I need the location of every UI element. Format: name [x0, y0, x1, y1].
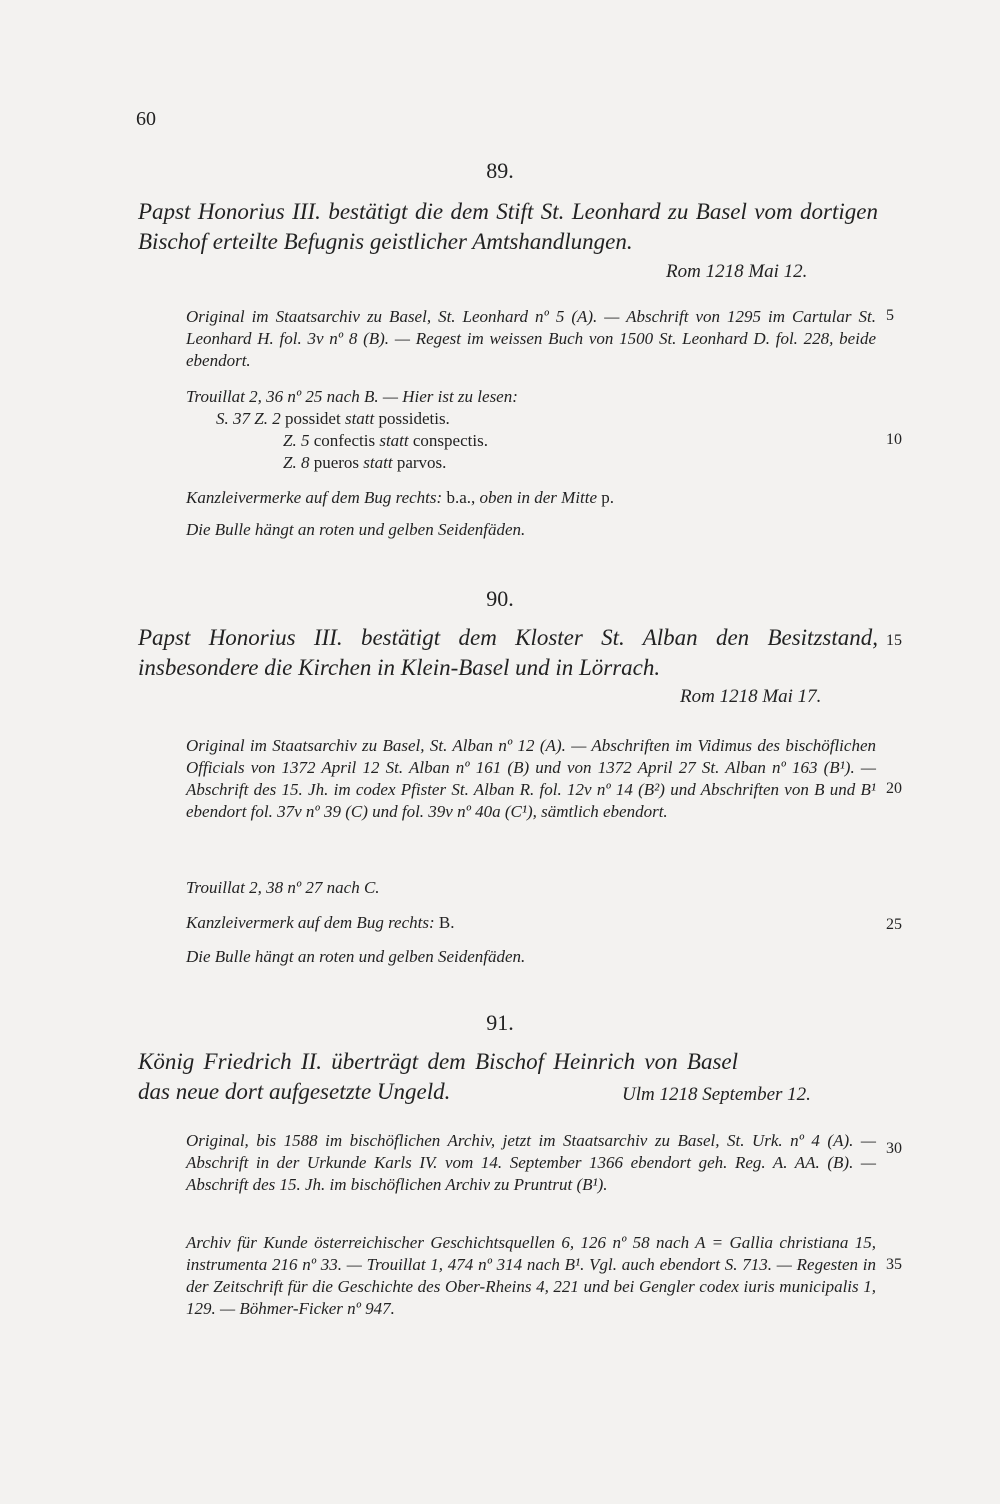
correction-read: possidet: [284, 409, 341, 428]
doc90-bulle-para: Die Bulle hängt an roten und gelben Seidenfäden.: [186, 947, 526, 966]
line-number-25: 25: [886, 916, 902, 933]
correction-read: confectis: [313, 431, 376, 450]
line-number-30: 30: [886, 1140, 902, 1157]
doc89-trouillat-para: [186, 386, 876, 474]
line-number-20: 20: [886, 780, 902, 797]
line-number-5: 5: [886, 307, 894, 324]
doc89-number: 89.: [486, 158, 514, 183]
line-number-15: 15: [886, 632, 902, 649]
doc89-title: Papst Honorius III. bestätigt die dem Stift St. Leonhard zu Basel vom dortigen Bischof erteilte Befugnis geistlicher Amtshandlungen.: [138, 199, 878, 254]
doc89-date: Rom 1218 Mai 12.: [666, 261, 808, 282]
page-number: 60: [136, 108, 156, 130]
doc91-number: 91.: [486, 1010, 514, 1035]
correction-statt: statt: [344, 409, 375, 428]
kanzlei-label: Kanzleivermerke auf dem Bug rechts:: [186, 488, 443, 507]
doc89-bulle-para: Die Bulle hängt an roten und gelben Seidenfäden.: [186, 520, 526, 539]
doc89-correction-3: [186, 452, 876, 474]
correction-statt: statt: [379, 431, 409, 450]
correction-read: pueros: [313, 453, 360, 472]
correction-original: conspectis.: [412, 431, 488, 450]
doc91-editions-para: Archiv für Kunde österreichischer Geschichtsquellen 6, 126 nº 58 nach A = Gallia christiana 15, instrumenta 216 nº 33. — Trouillat 1, 474 nº 314 nach B¹. Vgl. auch ebendort S. 713. — Regesten in der Zeitschrift für die Geschichte des Ober-Rheins 4, 221 und bei Gengler codex iuris municipalis 1, 129. — Böhmer-Ficker nº 947.: [186, 1233, 876, 1318]
kanzlei-label: Kanzleivermerk auf dem Bug rechts:: [186, 913, 435, 932]
kanzlei-mark-1: b.a.,: [446, 488, 476, 507]
doc89-trouillat-intro: Trouillat 2, 36 nº 25 nach B. — Hier ist zu lesen:: [186, 387, 518, 406]
correction-statt: statt: [363, 453, 393, 472]
doc90-trouillat-para: Trouillat 2, 38 nº 27 nach C.: [186, 878, 380, 897]
correction-ref: S. 37 Z. 2: [216, 409, 281, 428]
line-number-35: 35: [886, 1256, 902, 1273]
correction-original: possidetis.: [378, 409, 450, 428]
correction-original: parvos.: [396, 453, 447, 472]
doc90-number: 90.: [486, 586, 514, 611]
kanzlei-mark-2: p.: [601, 488, 615, 507]
doc89-kanzlei-para: [186, 487, 876, 509]
correction-ref: Z. 8: [283, 453, 310, 472]
kanzlei-position: oben in der Mitte: [479, 488, 598, 507]
correction-ref: Z. 5: [283, 431, 310, 450]
doc90-kanzlei-para: [186, 912, 876, 934]
doc90-title: Papst Honorius III. bestätigt dem Kloster St. Alban den Besitzstand, insbesondere die Kirchen in Klein-Basel und in Lörrach.: [138, 625, 878, 680]
doc89-original-para: Original im Staatsarchiv zu Basel, St. Leonhard nº 5 (A). — Abschrift von 1295 im Cartular St. Leonhard H. fol. 3v nº 8 (B). — Regest im weissen Buch von 1500 St. Leonhard D. fol. 228, beide ebendort.: [186, 307, 876, 370]
doc91-title: König Friedrich II. überträgt dem Bischof Heinrich von Basel das neue dort aufgesetzte Ungeld.: [138, 1049, 738, 1104]
kanzlei-mark: B.: [438, 913, 455, 932]
doc89-correction-2: [186, 430, 876, 452]
doc91-date: Ulm 1218 September 12.: [622, 1084, 811, 1105]
doc90-date: Rom 1218 Mai 17.: [680, 686, 822, 707]
doc90-original-para: Original im Staatsarchiv zu Basel, St. Alban nº 12 (A). — Abschriften im Vidimus des bischöflichen Officials von 1372 April 12 St. Alban nº 161 (B) und von 1372 April 27 St. Alban nº 163 (B¹). — Abschrift des 15. Jh. im codex Pfister St. Alban R. fol. 12v nº 14 (B²) und Abschriften von B und B¹ ebendort fol. 37v nº 39 (C) und fol. 39v nº 40a (C¹), sämtlich ebendort.: [186, 736, 876, 821]
line-number-10: 10: [886, 431, 902, 448]
doc89-correction-1: [186, 408, 876, 430]
doc91-original-para: Original, bis 1588 im bischöflichen Archiv, jetzt im Staatsarchiv zu Basel, St. Urk. nº 4 (A). — Abschrift in der Urkunde Karls IV. vom 14. September 1366 ebendort geh. Reg. A. AA. (B). — Abschrift des 15. Jh. im bischöflichen Archiv zu Pruntrut (B¹).: [186, 1131, 876, 1194]
